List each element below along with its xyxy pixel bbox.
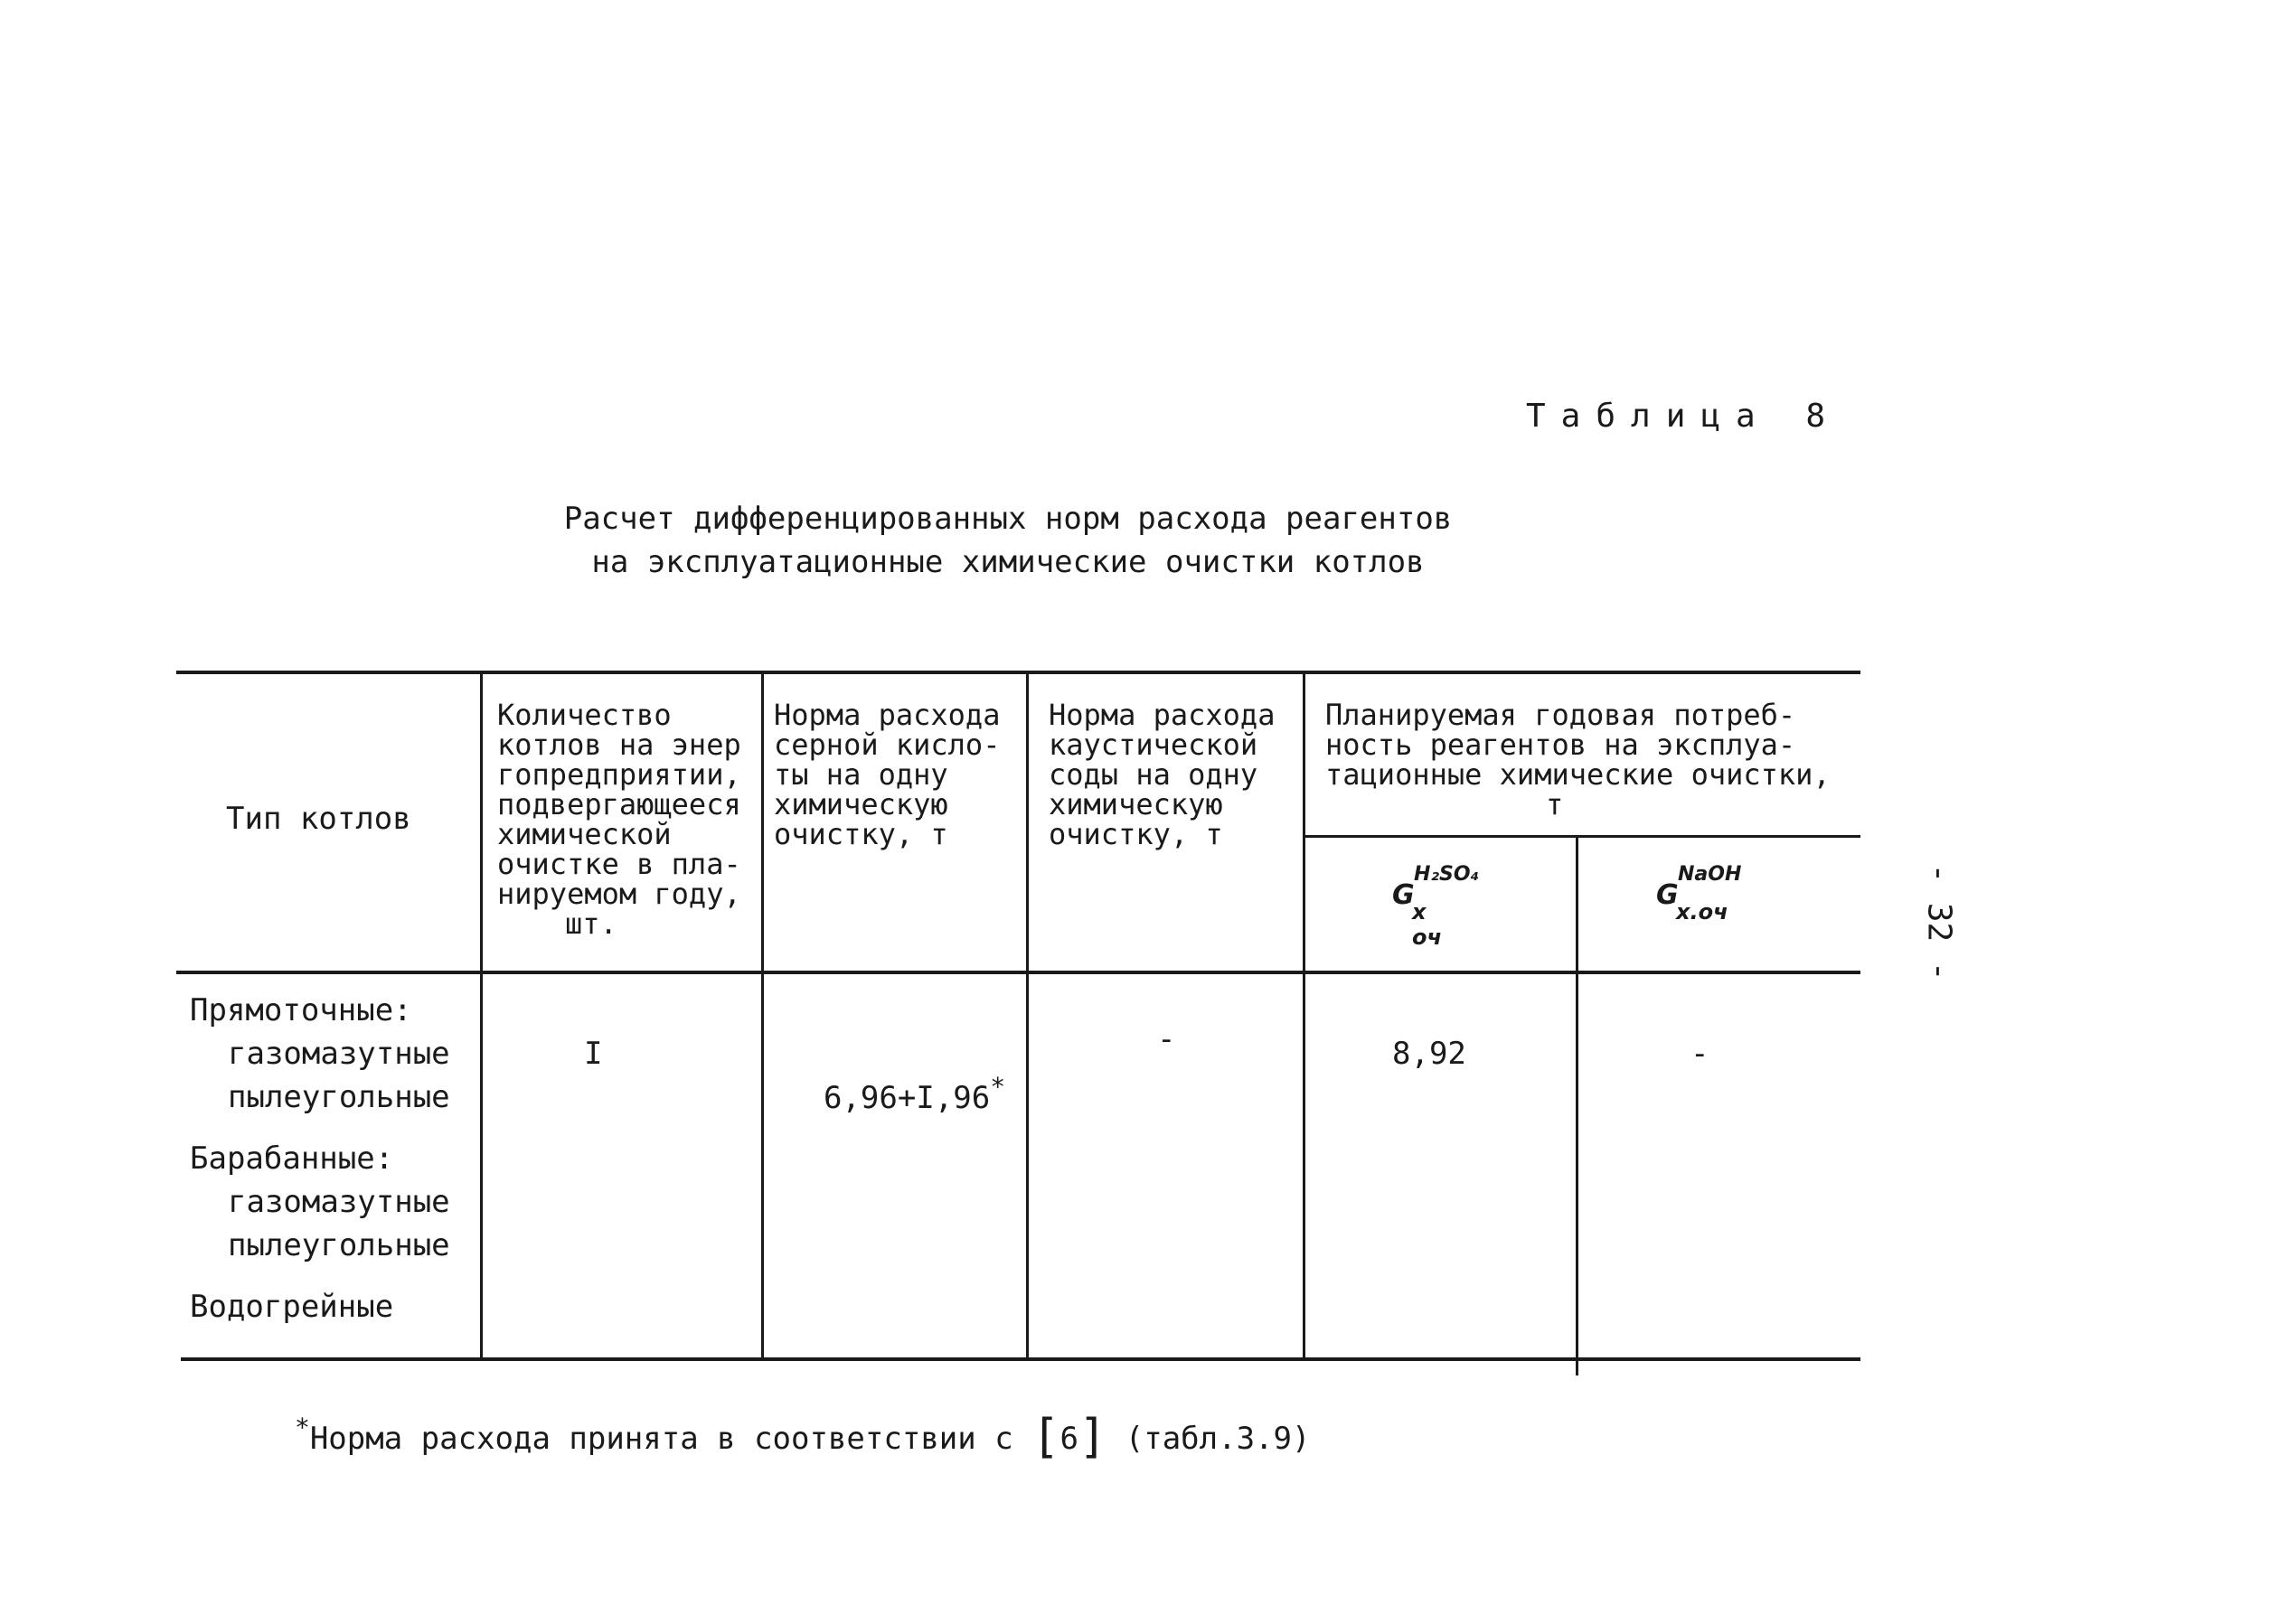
value-g-naoh: -: [1690, 1036, 1709, 1072]
row-group-direct-flow: Прямоточные:: [190, 992, 412, 1028]
g-h2so4-symbol: G: [1392, 879, 1415, 911]
value-acid-norm-text: 6,96+I,96: [823, 1080, 991, 1116]
value-acid-norm: [786, 1036, 1005, 1116]
header-planned-demand-unit: т: [1546, 787, 1564, 821]
row-group-drum: Барабанные:: [190, 1141, 394, 1177]
table-title-line-2: на эксплуатационные химические очистки котлов: [591, 544, 1425, 580]
footnote-text: Норма расхода принята в соответствии с: [309, 1421, 1013, 1457]
footnote-bracket-open: [: [1031, 1410, 1060, 1464]
g-h2so4-superscript: H₂SO₄: [1414, 863, 1480, 886]
footnote-tail: (табл.3.9): [1125, 1421, 1311, 1457]
header-bottom-rule: [176, 971, 1860, 974]
header-soda-norm: Норма расхода каустической соды на одну химическую очистку, т: [1049, 698, 1276, 851]
footnote-asterisk: *: [294, 1413, 310, 1442]
header-boiler-type: Тип котлов: [226, 801, 411, 837]
value-g-h2so4: 8,92: [1392, 1036, 1466, 1072]
g-naoh-superscript: NaOH: [1678, 863, 1742, 886]
row-direct-pulverized-coal: пылеугольные: [228, 1079, 450, 1115]
table-label: Таблица 8: [1526, 398, 1841, 435]
footnote-reference: 6: [1059, 1421, 1078, 1457]
header-split-rule: [1305, 835, 1860, 838]
g-naoh-symbol: G: [1656, 879, 1679, 911]
header-boiler-count: Количество котлов на энер гопредприятии, подвергающееся химической очистке в пла- нируемом году,: [497, 698, 741, 911]
header-acid-norm: Норма расхода серной кисло- ты на одну химическую очистку, т: [774, 698, 1001, 851]
footnote: [258, 1374, 1310, 1464]
table-bottom-rule: [181, 1357, 1860, 1361]
table-top-rule: [176, 671, 1860, 674]
column-divider-4: [1303, 671, 1305, 1357]
value-acid-norm-asterisk: *: [990, 1072, 1006, 1102]
column-divider-5: [1576, 835, 1578, 1375]
page-number: - 32 -: [1920, 863, 1958, 981]
table-title-line-1: Расчет дифференцированных норм расхода реагентов: [563, 501, 1453, 537]
row-drum-pulverized-coal: пылеугольные: [228, 1227, 450, 1263]
value-soda-norm: -: [1157, 1021, 1176, 1057]
row-drum-gas-oil: газомазутные: [228, 1184, 450, 1220]
row-hot-water: Водогрейные: [190, 1289, 394, 1325]
footnote-bracket-close: ]: [1078, 1410, 1107, 1464]
column-divider-3: [1026, 671, 1029, 1357]
column-divider-1: [480, 671, 483, 1357]
g-h2so4-subscript: х оч: [1412, 899, 1442, 950]
header-planned-demand: Планируемая годовая потреб- ность реагентов на эксплуа- тационные химические очистки,: [1325, 698, 1831, 792]
value-boiler-count: I: [584, 1036, 603, 1072]
g-naoh-subscript: х.оч: [1676, 899, 1728, 925]
column-divider-2: [761, 671, 764, 1357]
row-direct-gas-oil: газомазутные: [228, 1036, 450, 1072]
header-boiler-count-unit: шт.: [565, 906, 617, 941]
